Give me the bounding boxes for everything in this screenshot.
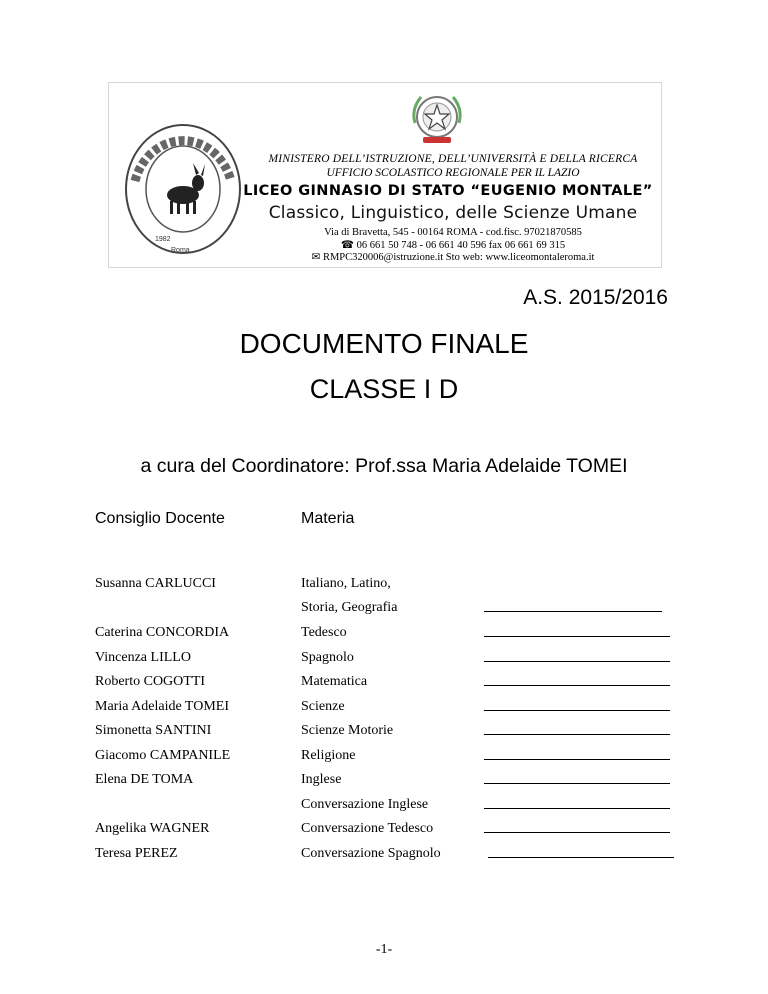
subject-name: Matematica	[301, 674, 368, 689]
subject-name: Italiano, Latino,	[301, 576, 391, 591]
school-year: A.S. 2015/2016	[523, 286, 668, 309]
subject-name: Conversazione Tedesco	[301, 821, 434, 836]
subject-name: Scienze	[301, 699, 345, 714]
school-email-web: ✉ RMPC320006@istruzione.it Sto web: www.liceomontaleroma.it	[311, 252, 595, 263]
subject-name: Inglese	[301, 772, 342, 787]
signature-line	[484, 624, 670, 637]
signature-line	[484, 771, 670, 784]
subject-name: Spagnolo	[301, 650, 354, 665]
teacher-name: Simonetta SANTINI	[95, 723, 212, 738]
document-title: DOCUMENTO FINALE	[239, 328, 529, 359]
teacher-name: Giacomo CAMPANILE	[95, 748, 231, 763]
signature-line	[484, 649, 670, 662]
class-label: CLASSE I D	[309, 374, 459, 404]
header-teacher: Consiglio Docente	[95, 510, 225, 527]
subject-name: Religione	[301, 748, 356, 763]
signature-line	[484, 820, 670, 833]
teacher-name: Maria Adelaide TOMEI	[95, 699, 230, 714]
seal-year: 1982	[155, 236, 171, 243]
signature-line	[484, 722, 670, 735]
seal-city: Roma	[171, 247, 190, 254]
teacher-name: Roberto COGOTTI	[95, 674, 206, 689]
subject-name: Tedesco	[301, 625, 347, 640]
page-number: -1-	[375, 942, 393, 957]
ministry-line: MINISTERO DELL’ISTRUZIONE, DELL’UNIVERSITÀ E DELLA RICERCA	[268, 153, 638, 165]
subject-name: Storia, Geografia	[301, 600, 398, 615]
teacher-name: Elena DE TOMA	[95, 772, 194, 787]
school-subtitle: Classico, Linguistico, delle Scienze Umane	[268, 203, 638, 223]
signature-line	[488, 845, 674, 858]
office-line: UFFICIO SCOLASTICO REGIONALE PER IL LAZIO	[326, 167, 580, 179]
teacher-name: Angelika WAGNER	[95, 821, 210, 836]
signature-line	[484, 796, 670, 809]
subject-name: Scienze Motorie	[301, 723, 394, 738]
letterhead	[108, 82, 662, 268]
school-name: LICEO GINNASIO DI STATO “EUGENIO MONTALE”	[243, 183, 653, 199]
signature-line	[484, 599, 662, 612]
italian-republic-emblem-icon	[407, 89, 467, 149]
signature-line	[484, 698, 670, 711]
school-phone: ☎ 06 661 50 748 - 06 661 40 596 fax 06 661 69 315	[340, 240, 566, 251]
teacher-name: Vincenza LILLO	[95, 650, 191, 665]
signature-line	[484, 673, 670, 686]
school-seal-logo	[123, 123, 243, 259]
teacher-name: Susanna CARLUCCI	[95, 576, 216, 591]
curator-line: a cura del Coordinatore: Prof.ssa Maria Adelaide TOMEI	[140, 455, 628, 477]
signature-line	[484, 747, 670, 760]
header-subject: Materia	[301, 510, 355, 527]
school-address: Via di Bravetta, 545 - 00164 ROMA - cod.fisc. 97021870585	[324, 227, 582, 238]
teacher-name: Caterina CONCORDIA	[95, 625, 230, 640]
teacher-name: Teresa PEREZ	[95, 846, 178, 861]
subject-name: Conversazione Spagnolo	[301, 846, 441, 861]
subject-name: Conversazione Inglese	[301, 797, 429, 812]
